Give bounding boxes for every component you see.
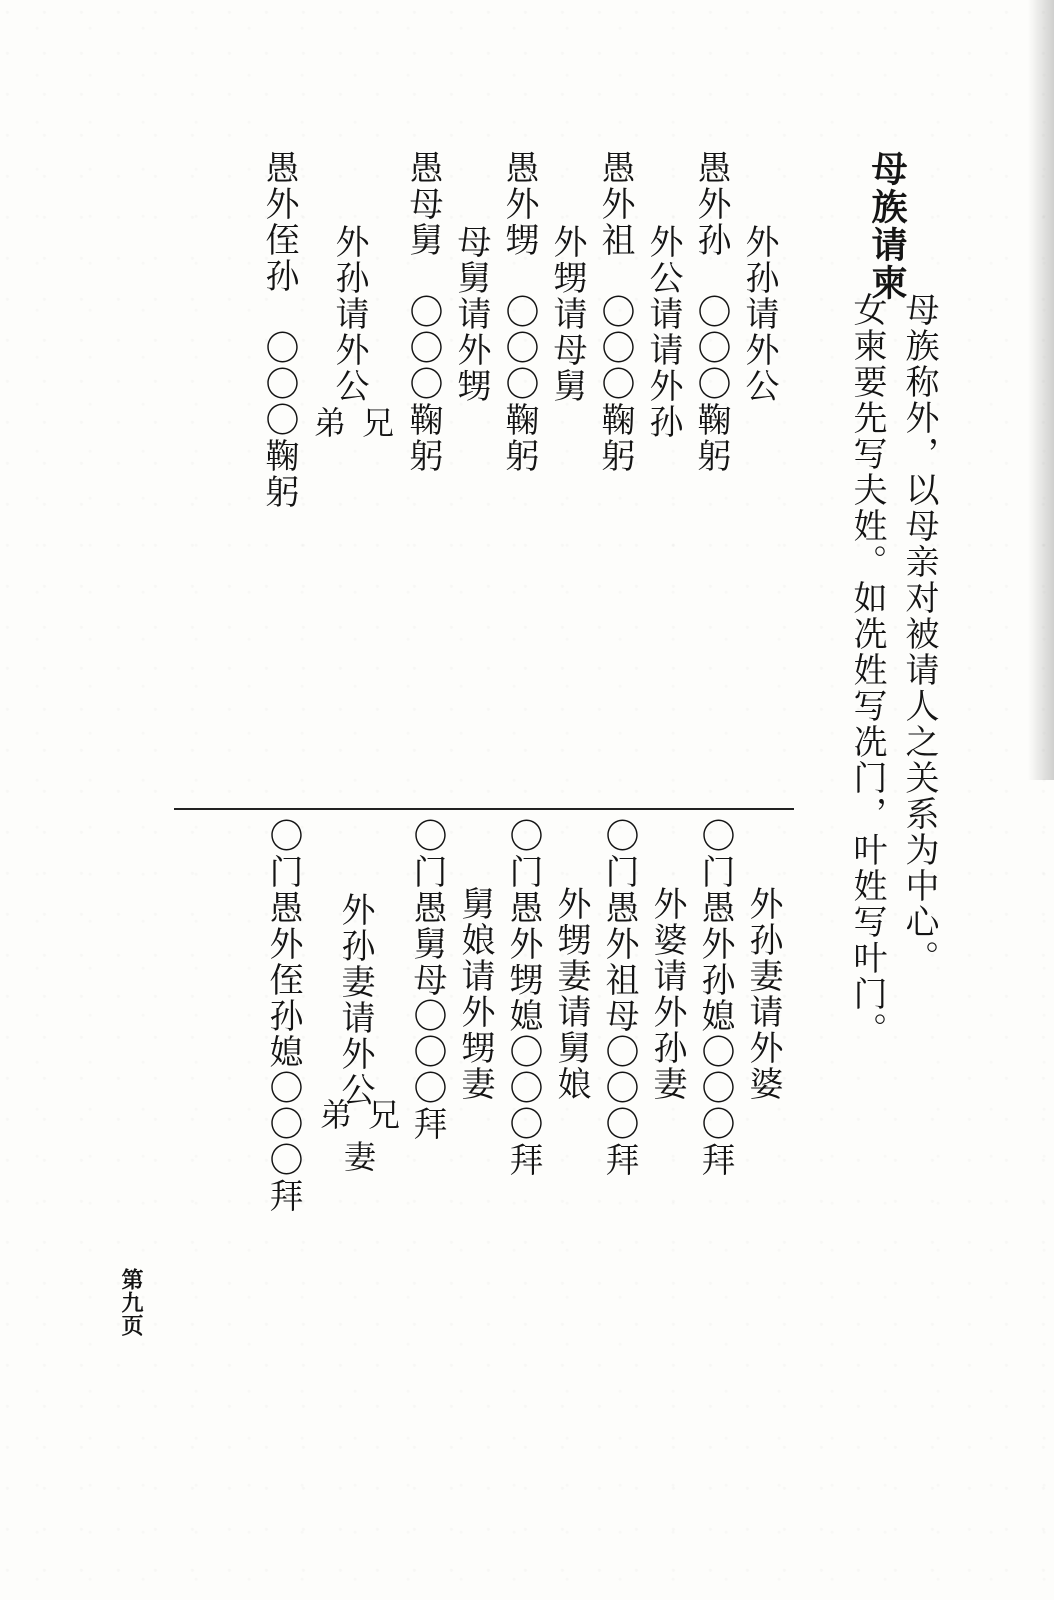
lower-col-5: 外甥妻请舅娘 (551, 886, 591, 1102)
intro-line-2: 女柬要先写夫姓。如冼姓写冼门，叶姓写叶门。 (847, 292, 887, 1048)
lower-col-3: 外婆请外孙妻 (647, 886, 687, 1102)
section-divider (174, 808, 794, 810)
intro-line-1: 母族称外，以母亲对被请人之关系为中心。 (899, 292, 939, 976)
upper-col-9-brother: 兄 (357, 406, 395, 440)
upper-col-1: 外孙请外公 (739, 224, 779, 404)
upper-col-10: 愚外侄孙 〇〇〇鞠躬 (259, 150, 299, 510)
lower-col-8: 〇门愚舅母〇〇〇拜 (407, 818, 447, 1142)
page-number: 第九页 (118, 1268, 144, 1337)
lower-col-9-brother: 兄 (363, 1098, 401, 1132)
upper-col-3: 外公请请外孙 (643, 224, 683, 440)
lower-col-1: 外孙妻请外婆 (743, 886, 783, 1102)
upper-col-9-younger-brother: 弟 (309, 406, 347, 440)
upper-col-2: 愚外孙 〇〇〇鞠躬 (691, 150, 731, 474)
lower-col-6: 〇门愚外甥媳〇〇〇拜 (503, 818, 543, 1178)
lower-col-4: 〇门愚外祖母〇〇〇拜 (599, 818, 639, 1178)
lower-col-9-younger-brother: 弟 (315, 1098, 353, 1132)
upper-col-6: 愚外甥 〇〇〇鞠躬 (499, 150, 539, 474)
upper-col-9: 外孙请外公 (329, 224, 369, 404)
lower-col-9: 外孙妻请外公 (335, 892, 375, 1108)
upper-col-5: 外甥请母舅 (547, 224, 587, 404)
lower-col-2: 〇门愚外孙媳〇〇〇拜 (695, 818, 735, 1178)
section-title: 母族请柬 (866, 150, 907, 302)
lower-col-10: 〇门愚外侄孙媳〇〇〇拜 (263, 818, 303, 1214)
lower-col-7: 舅娘请外甥妻 (455, 886, 495, 1102)
lower-col-9-wife: 妻 (339, 1140, 377, 1174)
upper-col-8: 愚母舅 〇〇〇鞠躬 (403, 150, 443, 474)
upper-col-4: 愚外祖 〇〇〇鞠躬 (595, 150, 635, 474)
upper-col-7: 母舅请外甥 (451, 224, 491, 404)
page-edge-shadow (1028, 0, 1054, 780)
